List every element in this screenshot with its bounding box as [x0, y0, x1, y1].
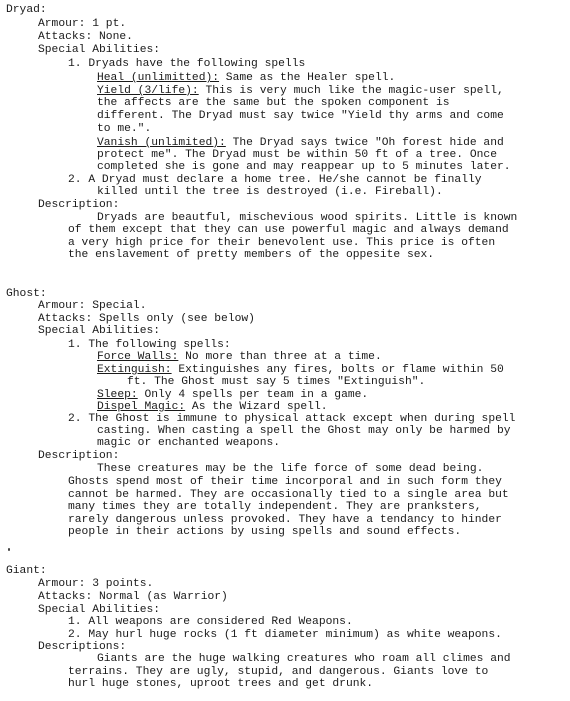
- dryad-title: Dryad:: [6, 4, 47, 16]
- extinguish-text: Extinguishes any fires, bolts or flame within 50: [171, 364, 504, 376]
- dryad-heal-line: [97, 72, 395, 84]
- ghost-force-line: [97, 351, 382, 363]
- ghost-armour: Armour: Special.: [38, 300, 147, 312]
- ghost-extinguish-line-2: ft. The Ghost must say 5 times "Extinguish".: [127, 376, 426, 388]
- ghost-sleep-line: [97, 389, 368, 401]
- giant-special-heading: Special Abilities:: [38, 604, 161, 616]
- dryad-yield-line-3: different. The Dryad must say twice "Yield thy arms and come: [97, 110, 504, 122]
- dryad-vanish-line-2: protect me". The Dryad must be within 50 ft of a tree. Once: [97, 149, 497, 161]
- giant-armour: Armour: 3 points.: [38, 578, 154, 590]
- giant-item-2: 2. May hurl huge rocks (1 ft diameter minimum) as white weapons.: [68, 629, 502, 641]
- ghost-dispel-line: [97, 401, 328, 413]
- ghost-description-line-6: people in their actions by using spells and sound effects.: [68, 526, 462, 538]
- dryad-description-line-2: of them except that they can use powerful magic and always demand: [68, 224, 509, 236]
- ghost-description-line-2: Ghosts spend most of their time incorporal and in such form they: [68, 476, 502, 488]
- ghost-description-line-3: cannot be harmed. They are occasionally tied to a single area but: [68, 489, 509, 501]
- ghost-extinguish-line: [97, 364, 504, 376]
- dryad-description-line-3: a very high price for their benevolent use. This price is often: [68, 237, 496, 249]
- giant-description-line-1: Giants are the huge walking creatures who roam all climes and: [97, 653, 511, 665]
- heal-spell-label: Heal (unlimitted):: [97, 72, 220, 84]
- ghost-title: Ghost:: [6, 288, 47, 300]
- force-walls-text: No more than three at a time.: [178, 351, 382, 363]
- dryad-yield-line: [97, 85, 504, 97]
- dryad-item-2-line-2: killed until the tree is destroyed (i.e. Fireball).: [97, 186, 443, 198]
- yield-spell-label: Yield (3/life):: [97, 85, 199, 97]
- dryad-description-line-1: Dryads are beautful, mischevious wood spirits. Little is known: [97, 212, 518, 224]
- dryad-armour: Armour: 1 pt.: [38, 18, 127, 30]
- ghost-item-2-line-3: magic or enchanted weapons.: [97, 437, 281, 449]
- dryad-vanish-line-3: completed she is gone and may reappear up to 5 minutes later.: [97, 161, 511, 173]
- dryad-item-1: 1. Dryads have the following spells: [68, 58, 306, 70]
- heal-spell-text: Same as the Healer spell.: [219, 72, 396, 84]
- dryad-description-line-4: the enslavement of pretty members of the oppesite sex.: [68, 249, 435, 261]
- ghost-item-2-line-2: casting. When casting a spell the Ghost may only be harmed by: [97, 425, 511, 437]
- dispel-magic-label: Dispel Magic:: [97, 401, 186, 413]
- dryad-description-heading: Description:: [38, 199, 120, 211]
- dryad-yield-line-4: to me.".: [97, 123, 152, 135]
- vanish-spell-text: The Dryad says twice "Oh forest hide and: [225, 137, 504, 149]
- giant-description-line-2: terrains. They are ugly, stupid, and dangerous. Giants love to: [68, 666, 489, 678]
- dryad-item-2: 2. A Dryad must declare a home tree. He/she cannot be finally: [68, 174, 482, 186]
- vanish-spell-label: Vanish (unlimited):: [97, 137, 226, 149]
- ghost-special-heading: Special Abilities:: [38, 325, 161, 337]
- giant-title: Giant:: [6, 565, 47, 577]
- giant-description-heading: Descriptions:: [38, 641, 127, 653]
- giant-item-1: 1. All weapons are considered Red Weapons.: [68, 616, 353, 628]
- dryad-vanish-line: [97, 137, 504, 149]
- dispel-magic-text: As the Wizard spell.: [185, 401, 328, 413]
- ghost-attacks: Attacks: Spells only (see below): [38, 313, 255, 325]
- extinguish-label: Extinguish:: [97, 364, 172, 376]
- dryad-special-heading: Special Abilities:: [38, 44, 161, 56]
- dryad-attacks: Attacks: None.: [38, 31, 133, 43]
- scan-speck: [8, 548, 10, 551]
- yield-spell-text: This is very much like the magic-user spell,: [198, 85, 504, 97]
- ghost-description-line-4: many times they are totally independent. They are pranksters,: [68, 501, 482, 513]
- sleep-label: Sleep:: [97, 389, 138, 401]
- dryad-yield-line-2: the affects are the same but the spoken component is: [97, 97, 450, 109]
- ghost-description-line-5: rarely dangerous unless provoked. They have a tendancy to hinder: [68, 514, 502, 526]
- ghost-description-heading: Description:: [38, 450, 120, 462]
- ghost-item-1: 1. The following spells:: [68, 339, 231, 351]
- sleep-text: Only 4 spells per team in a game.: [137, 389, 369, 401]
- giant-attacks: Attacks: Normal (as Warrior): [38, 591, 228, 603]
- ghost-description-line-1: These creatures may be the life force of some dead being.: [97, 463, 484, 475]
- giant-description-line-3: hurl huge stones, uproot trees and get drunk.: [68, 678, 374, 690]
- force-walls-label: Force Walls:: [97, 351, 179, 363]
- ghost-item-2: 2. The Ghost is immune to physical attack except when during spell: [68, 413, 516, 425]
